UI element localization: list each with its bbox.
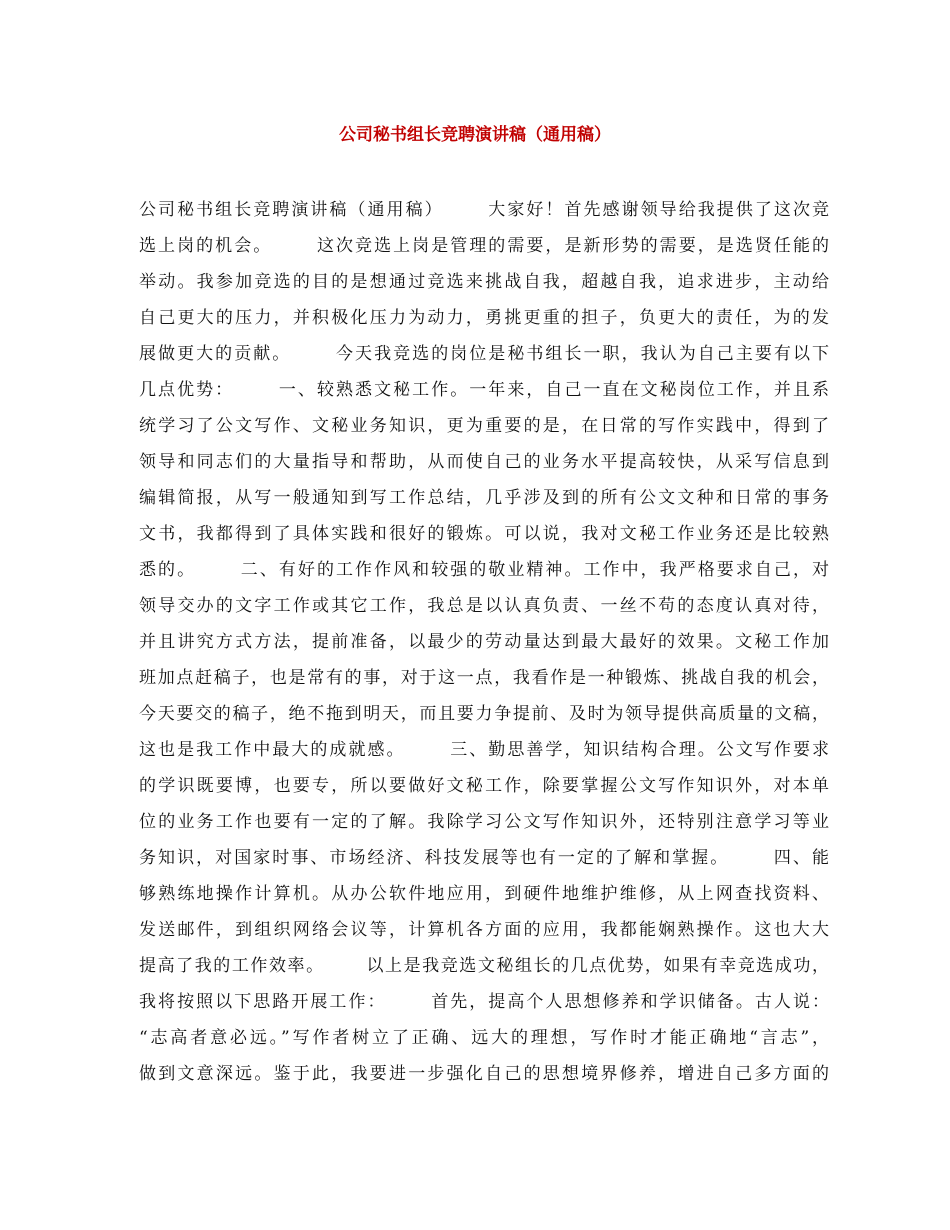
body-line: 发送邮件，到组织网络会议等，计算机各方面的应用，我都能娴熟操作。这也大大 <box>139 920 829 940</box>
body-line: 做到文意深远。鉴于此，我要进一步强化自己的思想境界修养，增进自己多方面的 <box>139 1064 829 1084</box>
body-line: 统学习了公文写作、文秘业务知识，更为重要的是，在日常的写作实践中，得到了 <box>139 416 829 436</box>
body-line: 这也是我工作中最大的成就感。 三、勤思善学，知识结构合理。公文写作要求 <box>139 740 829 760</box>
body-line: 班加点赶稿子，也是常有的事，对于这一点，我看作是一种锻炼、挑战自我的机会， <box>139 668 829 688</box>
body-line: 展做更大的贡献。 今天我竞选的岗位是秘书组长一职，我认为自己主要有以下 <box>139 344 829 364</box>
body-line: 举动。我参加竞选的目的是想通过竞选来挑战自我，超越自我，追求进步，主动给 <box>139 272 829 292</box>
body-line: 领导和同志们的大量指导和帮助，从而使自己的业务水平提高较快，从采写信息到 <box>139 452 829 472</box>
body-line: 位的业务工作也要有一定的了解。我除学习公文写作知识外，还特别注意学习等业 <box>139 812 829 832</box>
body-line: 选上岗的机会。 这次竞选上岗是管理的需要，是新形势的需要，是选贤任能的 <box>139 236 829 256</box>
body-line: 几点优势： 一、较熟悉文秘工作。一年来，自己一直在文秘岗位工作，并且系 <box>139 380 829 400</box>
body-line: “志高者意必远。”写作者树立了正确、远大的理想，写作时才能正确地“言志”， <box>139 1028 829 1048</box>
body-line: 我将按照以下思路开展工作： 首先，提高个人思想修养和学识储备。古人说： <box>139 992 829 1012</box>
body-line: 的学识既要博，也要专，所以要做好文秘工作，除要掌握公文写作知识外，对本单 <box>139 776 829 796</box>
document-title: 公司秘书组长竞聘演讲稿（通用稿） <box>339 125 611 145</box>
body-line: 今天要交的稿子，绝不拖到明天，而且要力争提前、及时为领导提供高质量的文稿， <box>139 704 829 724</box>
document-body <box>139 192 829 1092</box>
body-line: 够熟练地操作计算机。从办公软件地应用，到硬件地维护维修，从上网查找资料、 <box>139 884 829 904</box>
body-line: 务知识，对国家时事、市场经济、科技发展等也有一定的了解和掌握。 四、能 <box>139 848 829 868</box>
body-line: 自己更大的压力，并积极化压力为动力，勇挑更重的担子，负更大的责任，为的发 <box>139 308 829 328</box>
body-line: 编辑简报，从写一般通知到写工作总结，几乎涉及到的所有公文文种和日常的事务 <box>139 488 829 508</box>
body-line: 公司秘书组长竞聘演讲稿（通用稿） 大家好！首先感谢领导给我提供了这次竞 <box>139 200 829 220</box>
body-line: 文书，我都得到了具体实践和很好的锻炼。可以说，我对文秘工作业务还是比较熟 <box>139 524 829 544</box>
body-line: 领导交办的文字工作或其它工作，我总是以认真负责、一丝不苟的态度认真对待， <box>139 596 829 616</box>
body-line: 提高了我的工作效率。 以上是我竞选文秘组长的几点优势，如果有幸竞选成功， <box>139 956 829 976</box>
body-line: 悉的。 二、有好的工作作风和较强的敬业精神。工作中，我严格要求自己，对 <box>139 560 829 580</box>
body-line: 并且讲究方式方法，提前准备，以最少的劳动量达到最大最好的效果。文秘工作加 <box>139 632 829 652</box>
